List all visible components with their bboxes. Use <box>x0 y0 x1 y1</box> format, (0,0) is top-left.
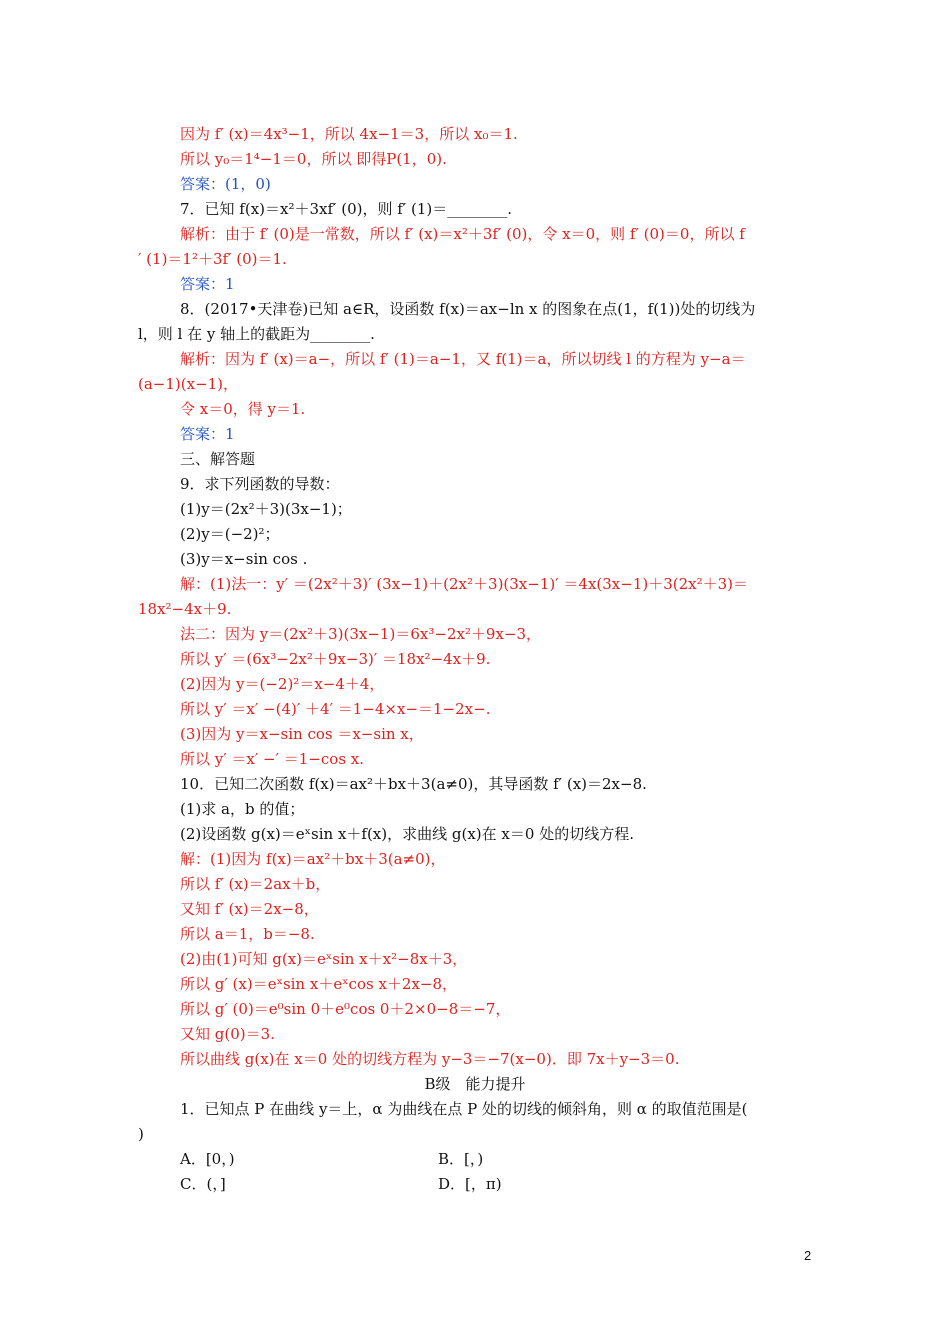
text-line: B级 能力提升 <box>424 1075 526 1093</box>
text-line: 解析：由于 f′ (0)是一常数，所以 f′ (x)＝x²＋3f′ (0)，令 x＝0，则 f′ (0)＝0，所以 f <box>180 225 745 243</box>
text-line: 所以 f′ (x)＝2ax＋b， <box>180 875 331 893</box>
text-line: 解：(1)法一：y′ ＝(2x²＋3)′ (3x−1)＋(2x²＋3)(3x−1)′ ＝4x(3x−1)＋3(2x²＋3)＝ <box>180 575 749 593</box>
text-line: (2)y＝(−2)²； <box>180 525 280 543</box>
text-line: 8．(2017•天津卷)已知 a∈R，设函数 f(x)＝ax−ln x 的图象在点(1，f(1))处的切线为 <box>180 300 756 318</box>
page-number: 2 <box>804 1248 812 1263</box>
text-line: 答案：1 <box>180 275 235 293</box>
text-line: (3)y＝x−sin cos . <box>180 550 308 568</box>
text-line: (2)因为 y＝(−2)²＝x−4＋4， <box>180 675 385 693</box>
text-line: 1．已知点 P 在曲线 y＝上，α 为曲线在点 P 处的切线的倾斜角，则 α 的取值范围是( <box>180 1100 748 1118</box>
text-line: C．(，] <box>180 1175 226 1193</box>
text-line: (1)y＝(2x²＋3)(3x−1)； <box>180 500 352 518</box>
text-line: (3)因为 y＝x−sin cos ＝x−sin x， <box>180 725 424 743</box>
text-line: 又知 g(0)＝3. <box>180 1025 275 1043</box>
text-line: 所以曲线 g(x)在 x＝0 处的切线方程为 y−3＝−7(x−0)．即 7x＋y−3＝0. <box>180 1050 680 1068</box>
text-line: D．[，π) <box>438 1175 502 1193</box>
text-line: 所以 y′ ＝x′ −(4)′ ＋4′ ＝1−4×x−＝1−2x−. <box>180 700 491 718</box>
text-line: 答案：1 <box>180 425 235 443</box>
text-line: A．[0，) <box>180 1150 235 1168</box>
text-line: 令 x＝0，得 y＝1. <box>180 400 306 418</box>
text-line: ) <box>138 1125 144 1143</box>
text-line: 9．求下列函数的导数： <box>180 475 340 493</box>
text-line: 又知 f′ (x)＝2x−8， <box>180 900 319 918</box>
text-line: 三、解答题 <box>180 450 256 468</box>
text-line: 所以 y′ ＝x′ −′ ＝1−cos x. <box>180 750 365 768</box>
text-line: (a−1)(x−1)， <box>138 375 239 393</box>
text-line: (2)由(1)可知 g(x)＝eˣsin x＋x²−8x＋3， <box>180 950 468 968</box>
text-line: 法二：因为 y＝(2x²＋3)(3x−1)＝6x³−2x²＋9x−3， <box>180 625 542 643</box>
text-line: B．[，) <box>438 1150 484 1168</box>
text-line: 所以 g′ (x)＝eˣsin x＋eˣcos x＋2x−8， <box>180 975 458 993</box>
text-line: l，则 l 在 y 轴上的截距为________. <box>138 325 375 343</box>
text-line: 因为 f′ (x)＝4x³−1，所以 4x−1＝3，所以 x₀＝1. <box>180 125 518 143</box>
text-line: (1)求 a，b 的值； <box>180 800 305 818</box>
text-line: 18x²−4x＋9. <box>138 600 232 618</box>
text-line: 所以 g′ (0)＝e⁰sin 0＋e⁰cos 0＋2×0−8＝−7， <box>180 1000 511 1018</box>
text-line: 7．已知 f(x)＝x²＋3xf′ (0)，则 f′ (1)＝________. <box>180 200 512 218</box>
text-line: 答案：(1，0) <box>180 175 271 193</box>
text-line: 所以 a＝1，b＝−8. <box>180 925 315 943</box>
text-line: ′ (1)＝1²＋3f′ (0)＝1. <box>138 250 287 268</box>
text-line: (2)设函数 g(x)＝eˣsin x＋f(x)，求曲线 g(x)在 x＝0 处的切线方程. <box>180 825 634 843</box>
text-line: 解析：因为 f′ (x)＝a−，所以 f′ (1)＝a−1，又 f(1)＝a，所以切线 l 的方程为 y−a＝ <box>180 350 746 368</box>
text-line: 解：(1)因为 f(x)＝ax²＋bx＋3(a≠0)， <box>180 850 446 868</box>
text-line: 10．已知二次函数 f(x)＝ax²＋bx＋3(a≠0)，其导函数 f′ (x)＝2x−8. <box>180 775 647 793</box>
text-line: 所以 y₀＝1⁴−1＝0，所以 即得P(1，0). <box>180 150 447 168</box>
text-line: 所以 y′ ＝(6x³−2x²＋9x−3)′ ＝18x²−4x＋9. <box>180 650 491 668</box>
